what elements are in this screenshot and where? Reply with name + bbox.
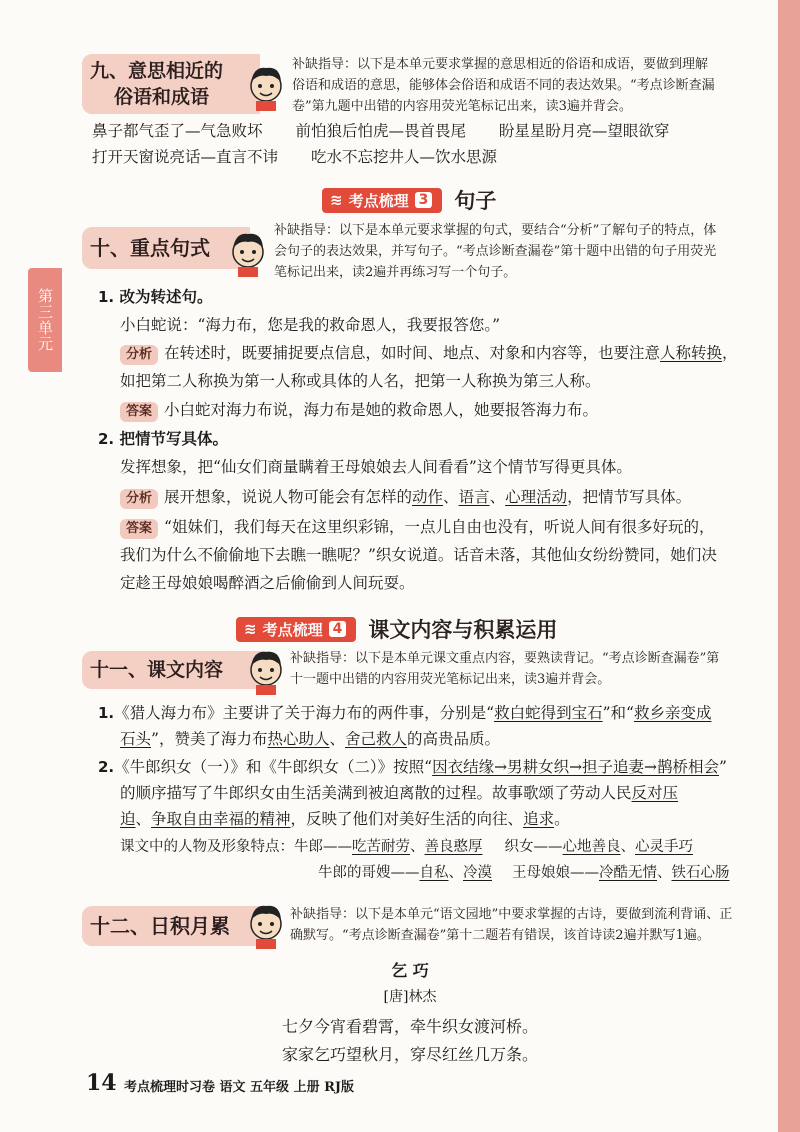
guide-line: 十一题中出错的内容用荧光笔标记出来，读3遍并背会。 [290, 672, 611, 687]
underlined-keyword: 动作 [412, 488, 444, 506]
question-2-text: 发挥想象，把“仙女们商量瞒着王母娘娘去人间看看”这个情节写得更具体。 [120, 458, 632, 476]
answer-text: 小白蛇对海力布说，海力布是她的救命恩人，她要报答海力布。 [164, 401, 599, 419]
analysis-text: ，把情节写具体。 [567, 488, 692, 506]
underlined-keyword: 心地善良 [562, 839, 621, 855]
underlined-keyword: 自私 [419, 865, 449, 881]
section-10-guide [274, 220, 778, 283]
wave-icon: ≋ [330, 191, 343, 209]
underlined-keyword: 迫 [120, 810, 136, 828]
item-text: ” [719, 758, 727, 776]
idiom-pair: 盼星星盼月亮—望眼欲穿 [498, 122, 670, 140]
section-9-guide [292, 54, 778, 117]
analysis-tag: 分析 [120, 345, 158, 365]
poem-title: 乞 巧 [391, 961, 429, 980]
topic-badge [236, 617, 356, 642]
underlined-keyword: 争取自由幸福的精神 [151, 810, 291, 828]
idiom-pair: 打开天窗说亮话—直言不讳 [92, 148, 279, 166]
topic-title: 课文内容与积累运用 [368, 618, 558, 642]
underlined-keyword: 语言 [458, 488, 490, 506]
section-12-heading [82, 906, 266, 946]
item-text: 课文中的人物及形象特点：牛郎—— [120, 839, 352, 855]
idiom-pair: 前怕狼后怕虎—畏首畏尾 [295, 122, 466, 140]
question-2-answer-line2: 我们为什么不偷偷地下去瞧一瞧呢？”织女说道。话音未落，其他仙女纷纷赞同，她们决 [120, 546, 717, 564]
guide-line: 补缺指导：以下是本单元“语文园地”中要求掌握的古诗，要做到流利背诵、正 [290, 907, 733, 922]
question-1-analysis [120, 340, 738, 366]
item-number: 1. [98, 704, 115, 722]
character-traits-line1 [120, 834, 693, 860]
cartoon-student-icon [244, 900, 288, 950]
section-12-title: 十二、日积月累 [90, 914, 230, 938]
section-11-heading [82, 651, 270, 689]
item-text: 《猎人海力布》主要讲了关于海力布的两件事，分别是“ [114, 704, 495, 722]
guide-line: 补缺指导：以下是本单元课文重点内容，要熟读背记。“考点诊断查漏卷”第 [290, 651, 720, 666]
poem-line: 家家乞巧望秋月，穿尽红丝几万条。 [281, 1045, 538, 1064]
section-10-heading [82, 227, 250, 269]
question-2-title [98, 426, 228, 452]
idiom-pair: 吃水不忘挖井人—饮水思源 [310, 148, 497, 166]
page-edge-stripe [778, 0, 800, 1132]
question-title: 把情节写具体。 [119, 430, 229, 448]
question-1-analysis-line2: 如把第二人称换为第一人称或具体的人名，把第一人称换为第三人称。 [120, 372, 601, 390]
topic-badge [322, 188, 442, 213]
guide-line: 卷”第九题中出错的内容用荧光笔标记出来，读3遍并背会。 [292, 99, 632, 114]
question-number: 1. [98, 288, 115, 306]
underlined-keyword: 人称转换 [660, 344, 723, 362]
cartoon-student-icon [226, 228, 270, 278]
guide-line: 确默写。“考点诊断查漏卷”第十二题若有错误，该首诗读2遍并默写1遍。 [290, 928, 710, 943]
footer-book-info: 考点梳理时习卷 语文 五年级 上册 RJ版 [124, 1080, 355, 1095]
answer-tag: 答案 [120, 402, 158, 422]
section-9-title-line1: 九、意思相近的 [90, 60, 224, 82]
question-2-analysis [120, 484, 691, 510]
topic-title: 句子 [454, 189, 497, 213]
topic-badge-number: 4 [329, 621, 347, 637]
wave-icon: ≋ [244, 620, 257, 638]
item-text: 、 [329, 730, 345, 748]
item-text: ”，赞美了海力布 [151, 730, 268, 748]
underlined-keyword: 心灵手巧 [635, 839, 693, 855]
underlined-keyword: 善良憨厚 [424, 839, 483, 855]
question-1-answer [120, 397, 598, 423]
analysis-text: 、 [489, 488, 506, 506]
underlined-keyword: 铁石心肠 [671, 865, 730, 881]
item-number: 2. [98, 758, 115, 776]
item-text: 《牛郎织女（一）》和《牛郎织女（二）》按照“ [114, 758, 433, 776]
guide-line: 会句子的表达效果，并写句子。“考点诊断查漏卷”第十题中出错的句子用荧光 [274, 244, 717, 259]
item-text: 织女—— [504, 839, 563, 855]
topic-badge-number: 3 [415, 192, 433, 208]
content-item-2 [98, 754, 727, 780]
underlined-keyword: 冷酷无情 [599, 865, 657, 881]
question-2-answer-line3: 定趁王母娘娘喝醉酒之后偷偷到人间玩耍。 [120, 574, 415, 592]
question-1-text: 小白蛇说：“海力布，您是我的救命恩人，我要报答您。” [120, 316, 501, 334]
underlined-keyword: 吃苦耐劳 [352, 839, 410, 855]
topic-badge-label: 考点梳理 [348, 191, 409, 210]
analysis-text: 在转述时，既要捕捉要点信息，如时间、地点、对象和内容等，也要注意 [164, 344, 661, 362]
item-text: ，反映了他们对美好生活的向往、 [290, 810, 524, 828]
cartoon-student-icon [244, 646, 288, 696]
question-2-answer [120, 514, 714, 540]
content-item-2-line2 [120, 780, 678, 806]
content-item-1-line2 [120, 726, 500, 752]
question-number: 2. [98, 430, 115, 448]
unit-side-tab: 第三单元 [28, 268, 62, 372]
section-11-title: 十一、课文内容 [90, 659, 224, 681]
guide-line: 俗语和成语的意思，能够体会俗语和成语不同的表达效果。“考点诊断查漏 [292, 78, 715, 93]
guide-line: 笔标记出来，读2遍并再练习写一个句子。 [274, 265, 517, 280]
analysis-text: 展开想象，说说人物可能会有怎样的 [164, 488, 413, 506]
guide-line: 补缺指导：以下是本单元要求掌握的句式，要结合“分析”了解句子的特点，体 [274, 223, 717, 238]
analysis-tag: 分析 [120, 489, 158, 509]
analysis-text: 、 [443, 488, 459, 506]
underlined-keyword: 反对压 [631, 784, 679, 802]
item-text: 、 [657, 865, 672, 881]
page-number: 14 [86, 1070, 117, 1096]
item-text: 王母娘娘—— [512, 865, 599, 881]
topic-3-banner [322, 185, 496, 215]
idiom-pair: 鼻子都气歪了—气急败坏 [92, 122, 263, 140]
item-text: 的顺序描写了牛郎织女由生活美满到被迫离散的过程。故事歌颂了劳动人民 [120, 784, 632, 802]
character-traits-line2 [318, 860, 730, 886]
item-text: 的高贵品质。 [407, 730, 501, 748]
underlined-keyword: 冷漠 [463, 865, 492, 881]
answer-text: “姐妹们，我们每天在这里织彩锦，一点儿自由也没有，听说人间有很多好玩的， [164, 518, 715, 536]
analysis-text: ， [722, 344, 738, 362]
idiom-pairs-row-2 [92, 144, 497, 170]
answer-tag: 答案 [120, 519, 158, 539]
section-9-title-line2: 俗语和成语 [114, 86, 210, 108]
underlined-keyword: 追求 [523, 810, 555, 828]
content-item-2-line3 [120, 806, 570, 832]
underlined-keyword: 救白蛇得到宝石 [494, 704, 603, 722]
section-9-heading [82, 54, 260, 114]
guide-line: 补缺指导：以下是本单元要求掌握的意思相近的俗语和成语，要做到理解 [292, 57, 709, 72]
question-1-title [98, 284, 213, 310]
underlined-keyword: 热心助人 [267, 730, 330, 748]
section-11-guide [290, 648, 778, 690]
item-text: 牛郎的哥嫂—— [318, 865, 420, 881]
item-text: 、 [448, 865, 463, 881]
cartoon-student-icon [244, 62, 288, 112]
topic-badge-label: 考点梳理 [262, 620, 323, 639]
topic-4-banner [236, 614, 557, 644]
underlined-keyword: 舍己救人 [344, 730, 407, 748]
section-10-title: 十、重点句式 [90, 236, 210, 260]
underlined-keyword: 救乡亲变成 [633, 704, 712, 722]
item-text: 、 [410, 839, 425, 855]
question-title: 改为转述句。 [119, 288, 213, 306]
section-12-guide [290, 904, 778, 946]
poem-author: [唐]林杰 [383, 989, 437, 1005]
content-item-1 [98, 700, 711, 726]
underlined-keyword: 心理活动 [505, 488, 568, 506]
item-text: 、 [135, 810, 152, 828]
poem-line: 七夕今宵看碧霄，牵牛织女渡河桥。 [281, 1017, 538, 1036]
underlined-keyword: 石头 [120, 730, 152, 748]
item-text: 。 [554, 810, 570, 828]
idiom-pairs-row-1 [92, 118, 669, 144]
item-text: 、 [620, 839, 635, 855]
underlined-keyword: 因衣结缘→男耕女织→担子追妻→鹊桥相会 [432, 758, 720, 776]
item-text: ”和“ [602, 704, 634, 722]
